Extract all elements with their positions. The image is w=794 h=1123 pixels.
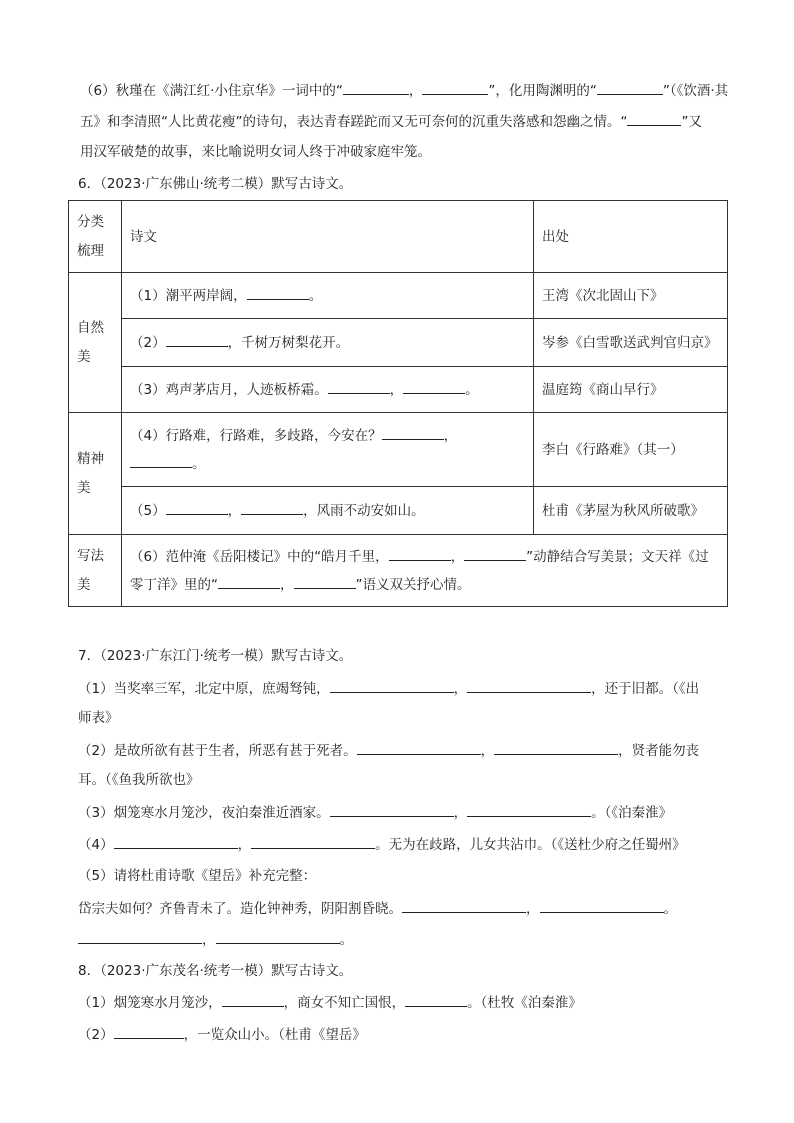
answer-blank[interactable] (130, 453, 192, 468)
text: ， (450, 548, 465, 565)
text: 五》和李清照“人比黄花瘦”的诗句，表达青春蹉跎而又无可奈何的沉重失落感和怨幽之情。“ (80, 114, 628, 130)
question-8-title: 8．（2023·广东茂名·统考一模）默写古诗文。 (78, 963, 353, 979)
source-cell: 杜甫《茅屋为秋风所破歌》 (534, 487, 728, 535)
poem-table (68, 200, 728, 607)
text: ”（《饮酒·其 (662, 83, 729, 99)
text: （6）秋瑾在《满江红·小住京华》一词中的“ (80, 83, 343, 99)
text: ， (526, 901, 540, 917)
q5-6-line3: 用汉军破楚的故事，来比喻说明女词人终于冲破家庭牢笼。 (80, 144, 431, 160)
answer-blank[interactable] (328, 379, 390, 394)
answer-blank[interactable] (330, 802, 454, 817)
text: ”语义双关抒心情。 (355, 576, 471, 593)
source-cell: 李白《行路难》（其一） (534, 413, 728, 487)
answer-blank[interactable] (357, 740, 481, 755)
answer-blank[interactable] (251, 834, 375, 849)
text: ， (280, 576, 294, 593)
text: （3）烟笼寒水月笼沙，夜泊秦淮近酒家。 (78, 805, 330, 821)
category-cell: 写法美 (69, 535, 122, 607)
q7-item-2 (78, 740, 699, 761)
q8-item-2 (78, 1024, 366, 1045)
poem-cell (122, 487, 534, 535)
category-cell: 精神美 (69, 413, 122, 535)
q8-item-1 (78, 992, 582, 1013)
text: 。 (465, 381, 479, 398)
table-row (69, 367, 728, 413)
table-row (69, 535, 728, 607)
table-header-row (69, 201, 728, 273)
answer-blank[interactable] (216, 929, 340, 944)
text: ， (389, 381, 404, 398)
answer-blank[interactable] (166, 500, 228, 515)
text: （5） (130, 502, 166, 519)
q7-item-4 (78, 834, 686, 855)
q7-item-2-cont: 耳。（《鱼我所欲也》 (78, 772, 200, 788)
text: 零丁洋》里的“ (130, 576, 218, 593)
source-cell: 王湾《次北固山下》 (534, 273, 728, 319)
table-row (69, 273, 728, 319)
text: ，商女不知亡国恨， (283, 995, 406, 1011)
text: （1）潮平两岸阔， (130, 287, 247, 304)
table-row (69, 487, 728, 535)
text: （3）鸡声茅店月，人迹板桥霜。 (130, 381, 328, 398)
text: （2） (78, 1027, 114, 1043)
answer-blank[interactable] (382, 425, 444, 440)
answer-blank[interactable] (166, 332, 228, 347)
question-7-title: 7．（2023·广东江门·统考一模）默写古诗文。 (78, 648, 353, 664)
text: ， (237, 837, 252, 853)
text: ”，化用陶渊明的“ (488, 83, 597, 99)
header-poem: 诗文 (122, 201, 534, 273)
answer-blank[interactable] (403, 379, 465, 394)
answer-blank[interactable] (597, 80, 663, 95)
text: ，千树万树梨花开。 (227, 334, 350, 351)
answer-blank[interactable] (405, 992, 467, 1007)
text: 岱宗夫如何？齐鲁青未了。造化钟神秀，阴阳割昏晓。 (78, 901, 402, 917)
text: ，一览众山小。（杜甫《望岳》 (183, 1027, 366, 1043)
text: 。无为在歧路，儿女共沾巾。（《送杜少府之任蜀州》 (375, 837, 686, 853)
answer-blank[interactable] (330, 678, 454, 693)
text: ，贤者能勿丧 (618, 743, 700, 759)
text: 。 (663, 901, 677, 917)
table-row (69, 413, 728, 487)
answer-blank[interactable] (467, 802, 591, 817)
text: （1）当奖率三军，北定中原，庶竭驽钝， (78, 681, 330, 697)
answer-blank[interactable] (78, 929, 202, 944)
text: ， (202, 932, 216, 948)
text: （1）烟笼寒水月笼沙， (78, 995, 222, 1011)
text: （6）范仲淹《岳阳楼记》中的“皓月千里， (130, 548, 389, 565)
poem-cell (122, 273, 534, 319)
text: ”又 (681, 114, 702, 130)
text: （4） (78, 837, 114, 853)
answer-blank[interactable] (241, 500, 303, 515)
text: ”动静结合写美景；文天祥《过 (526, 548, 709, 565)
q7-item-5-cont (78, 929, 353, 950)
answer-blank[interactable] (218, 574, 280, 589)
question-6-title: 6．（2023·广东佛山·统考二模）默写古诗文。 (78, 176, 353, 192)
q7-item-5: （5）请将杜甫诗歌《望岳》补充完整： (78, 868, 317, 884)
text: 。 (308, 287, 323, 304)
category-cell: 自然美 (69, 273, 122, 413)
source-cell: 温庭筠《商山早行》 (534, 367, 728, 413)
poem-cell (122, 535, 728, 607)
q5-6-line2 (80, 111, 702, 132)
text: （2）是故所欲有甚于生者，所恶有甚于死者。 (78, 743, 357, 759)
q7-item-3 (78, 802, 672, 823)
answer-blank[interactable] (422, 80, 488, 95)
poem-cell (122, 367, 534, 413)
answer-blank[interactable] (494, 740, 618, 755)
q7-item-1-cont: 师表》 (78, 710, 119, 726)
answer-blank[interactable] (114, 834, 238, 849)
q5-6-line1 (80, 80, 728, 101)
text: 。（《泊秦淮》 (591, 805, 673, 821)
source-cell: 岑参《白雪歌送武判官归京》 (534, 319, 728, 367)
text: 。 (192, 455, 206, 472)
q7-item-1 (78, 678, 699, 699)
answer-blank[interactable] (389, 546, 451, 561)
answer-blank[interactable] (464, 546, 526, 561)
poem-cell (122, 413, 534, 487)
text: ，风雨不动安如山。 (303, 502, 425, 519)
answer-blank[interactable] (627, 111, 681, 126)
answer-blank[interactable] (467, 678, 591, 693)
header-category: 分类梳理 (69, 201, 122, 273)
poem-cell (122, 319, 534, 367)
text: ，还于旧都。（《出 (591, 681, 700, 697)
answer-blank[interactable] (343, 80, 409, 95)
answer-blank[interactable] (540, 898, 664, 913)
q7-item-5-poem (78, 898, 677, 919)
text: ， (453, 681, 468, 697)
answer-blank[interactable] (402, 898, 526, 913)
text: （2） (130, 334, 166, 351)
table-row (69, 319, 728, 367)
answer-blank[interactable] (222, 992, 284, 1007)
text: （4）行路难，行路难，多歧路，今安在？ (130, 427, 382, 444)
text: 。 (339, 932, 353, 948)
text: ， (443, 427, 458, 444)
answer-blank[interactable] (114, 1024, 184, 1039)
text: ， (227, 502, 242, 519)
answer-blank[interactable] (294, 574, 356, 589)
header-source: 出处 (534, 201, 728, 273)
answer-blank[interactable] (247, 285, 309, 300)
text: ， (408, 83, 423, 99)
text: ， (453, 805, 468, 821)
text: 。（杜牧《泊秦淮》 (467, 995, 582, 1011)
text: ， (480, 743, 495, 759)
